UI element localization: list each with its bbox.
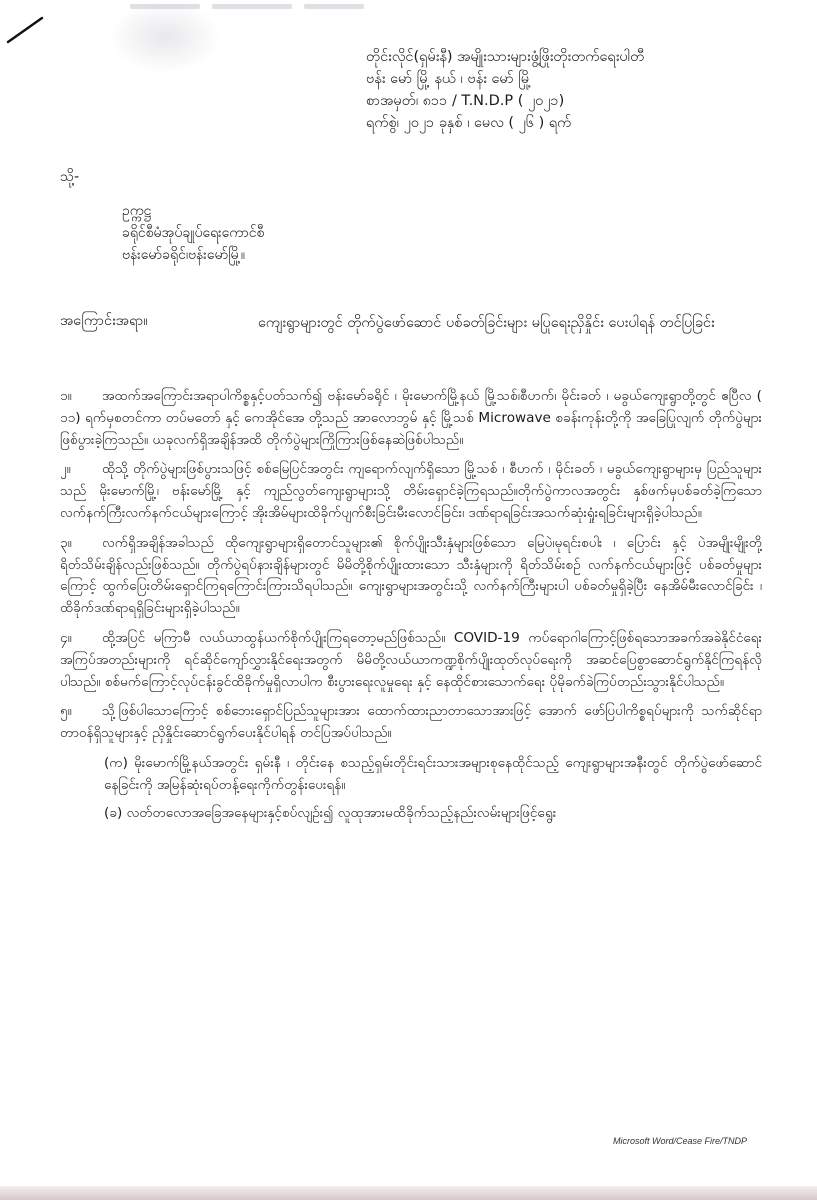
paragraph-number: ၄။ [60,629,72,646]
letter-number: စာအမှတ်၊ ၈၁၁ / T.N.D.P ( ၂၀၂၁) [366,93,565,109]
addressee-block [122,200,264,266]
stamp-bar [304,4,364,9]
paragraph-5 [60,701,762,745]
paragraph-number: ၅။ [60,703,72,720]
paragraph-3 [60,533,762,620]
paragraph-text: ထိုသို့ တိုက်ပွဲများဖြစ်ပွားသဖြင့် စစ်မြေပြင်အတွင်း ကျရောက်လျက်ရှိသော မြို့သစ် ၊ စီဟက် ၊ မိုင်းခတ် ၊ မခွယ်ကျေးရွာများမှ ပြည်သူများသည် မိုးမောက်မြို့၊ ဗန်းမော်မြို့ နှင့် ကျည်လွတ်ကျေးရွာများသို့ တိမ်းရှောင်ခဲ့ကြရသည်။တိုက်ပွဲကာလအတွင်း နှစ်ဖက်မှပစ်ခတ်ခဲ့ကြသော လက်နက်ကြီးလက်နက်ငယ်များကြောင့် အိုးအိမ်များထိခိုက်ပျက်စီးခြင်းမီးလောင်ခြင်း၊ ဒဏ်ရာရခြင်းအသက်ဆုံးရှုံးရခြင်းများရှိခဲ့ပါသည်။ [60,461,762,521]
paragraph-number: ၃။ [60,534,72,551]
file-path-note: Microsoft Word/Cease Fire/TNDP [612,1136,747,1146]
request-item-kha: (ခ) လတ်တလောအခြေအနေများနှင့်စပ်လျဉ်း၍ လူထုအားမထိခိုက်သည့်နည်းလမ်းများဖြင့်ရွေး [104,804,557,821]
letter-body [60,386,762,830]
paragraph-text: လက်ရှိအချိန်အခါသည် ထိုကျေးရွာများရှိတောင်သူများ၏ စိုက်ပျိုးသီးနှံများဖြစ်သော မြေပဲ၊မုရင်းစပါး ၊ ပြောင်း နှင့် ပဲအမျိုးမျိုးတို့ ရိတ်သိမ်းချိန်လည်းဖြစ်သည်။ တိုက်ပွဲရပ်နားချိန်များတွင် မိမိတို့စိုက်ပျိုးထားသော သီးနှံများကို ရိတ်သိမ်းစဉ် လက်နက်ငယ်များဖြင့် ပစ်ခတ်မှုများကြောင့် ထွက်ပြေးတိမ်းရှောင်ကြရကြောင်းကြားသိရပါသည်။ ကျေးရွာများအတွင်းသို့ လက်နက်ကြီးများပါ ပစ်ခတ်မှုရှိခဲ့ပြီး နေအိမ်မီးလောင်ခြင်း ၊ ထိခိုက်ဒဏ်ရာရရှိခြင်းများရှိခဲ့ပါသည်။ [60,534,762,617]
addressee-office: ခရိုင်စီမံအုပ်ချုပ်ရေးကောင်စီ [122,225,265,241]
org-name: တိုင်းလိုင်(ရှမ်းနီ) အမျိုးသားများဖွံ့ဖြိုးတိုးတက်ရေးပါတီ [366,49,645,65]
letter-date: ရက်စွဲ၊ ၂၀၂၁ ခုနှစ် ၊ မေလ ( ၂၆ ) ရက် [366,115,572,131]
faint-seal-stamp [110,2,220,72]
paragraph-number: ၁။ [60,388,72,404]
paragraph-text: အထက်အကြောင်းအရာပါကိစ္စနှင့်ပတ်သက်၍ ဗန်းမော်ခရိုင် ၊ မိုးမောက်မြို့နယ် မြို့သစ်၊စီဟက်၊ မိုင်းခတ် ၊ မခွယ်ကျေးရွာတို့တွင် ဧပြီလ ( ၁၁) ရက်မှစတင်ကာ တပ်မတော် နှင့် ကေအိုင်အေ တို့သည် အာလောဘွမ် နှင့် မြို့သစ် Microwave စခန်းကုန်းတို့ကို အခြေပြုလျက် တိုက်ပွဲများဖြစ်ပွားခဲ့ကြသည်။ ယခုလက်ရှိအချိန်အထိ တိုက်ပွဲများကြိုကြားဖြစ်နေဆဲဖြစ်ပါသည်။ [60,388,762,448]
request-item-ka: (က) မိုးမောက်မြို့နယ်အတွင်း ရှမ်းနီ ၊ တိုင်းနေ စသည့်ရှမ်းတိုင်းရင်းသားအများစုနေထိုင်သည့် ကျေးရွာများအနီးတွင် တိုက်ပွဲဖော်ဆောင်နေခြင်းကို အမြန်ဆုံးရပ်တန့်ရေးကိုက်တွန်းပေးရန်။ [104,754,762,793]
paragraph-number: ၂။ [60,461,71,478]
letterhead [366,46,786,134]
stamp-bar [130,4,200,9]
paragraph-text: သို့ဖြစ်ပါသောကြောင့် စစ်ဘေးရှောင်ပြည်သူများအား ထောက်ထားညာတာသောအားဖြင့် အောက် ဖော်ပြပါကိစ္စရပ်များကို သက်ဆိုင်ရာတာဝန်ရှိသူများနှင့် ညှိနှိုင်းဆောင်ရွက်ပေးနိုင်ပါရန် တင်ပြအပ်ပါသည်။ [60,703,762,742]
to-label: သို့- [60,169,80,185]
paragraph-4 [60,628,762,693]
addressee-title: ဥက္ကဋ္ဌ [122,203,152,219]
page-bottom-edge [0,1186,817,1200]
addressee-location: ဗန်းမော်ခရိုင်၊ဗန်းမော်မြို့။ [122,247,245,263]
paragraph-1 [60,386,762,451]
pen-mark [6,14,46,44]
subject-text: ကျေးရွာများတွင် တိုက်ပွဲဖော်ဆောင် ပစ်ခတ်ခြင်းများ မပြုရေးညှိနှိုင်း ပေးပါရန် တင်ပြခြင်း [258,315,715,331]
org-location: ဗန်း မော် မြို့ နယ် ၊ ဗန်း မော် မြို့ [366,71,532,87]
subject-label: အကြောင်းအရာ။ [60,313,148,329]
paragraph-text: ထို့အပြင် မကြာမီ လယ်ယာထွန်ယက်စိုက်ပျိုးကြရတော့မည်ဖြစ်သည်။ COVID-19 ကပ်ရောဂါကြောင့်ဖြစ်ရသောအခက်အခဲနိုင်ငံရေးအကြပ်အတည်းများကို ရင်ဆိုင်ကျော်လွှားနိုင်ရေးအတွက် မိမိတို့လယ်ယာကဏ္ဍစိုက်ပျိုးထုတ်လုပ်ရေးကို အဆင်ပြေစွာဆောင်ရွက်နိုင်ကြရန်လိုပါသည်။ စစ်မက်ကြောင့်လုပ်ငန်းခွင်ထိခိုက်မှုရှိလာပါက စီးပွားရေးလူမှုရေး နှင့် နေထိုင်စားသောက်ရေး ပိုမိုခက်ခဲကြပ်တည်းသွားနိုင်ပါသည်။ [60,629,762,690]
paragraph-2 [60,459,762,524]
stamp-bar [212,4,292,9]
